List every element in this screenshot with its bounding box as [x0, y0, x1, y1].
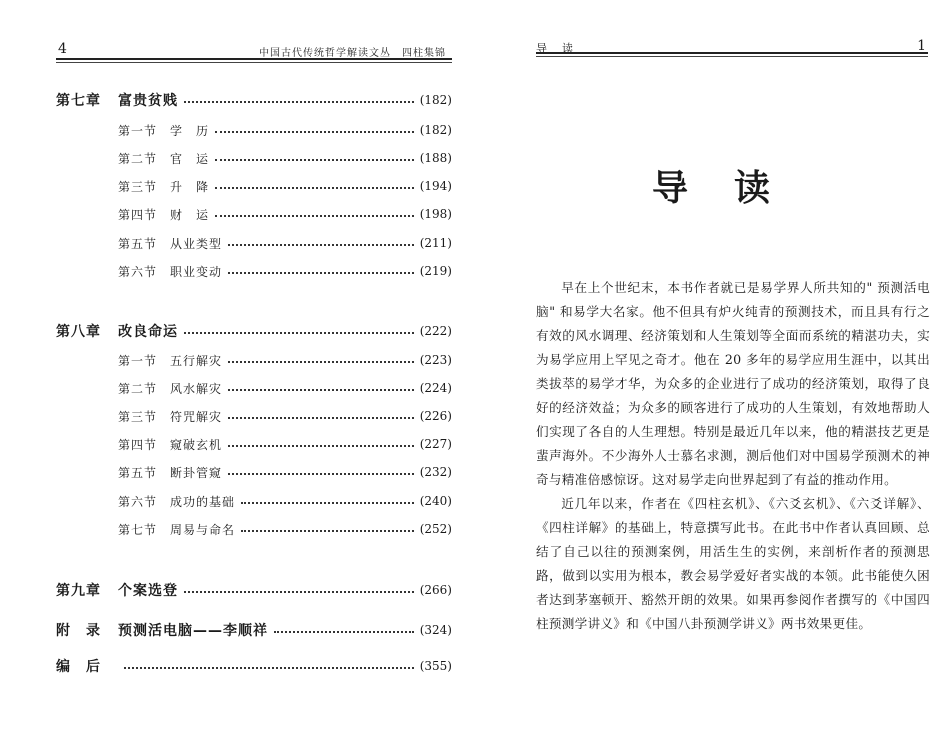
paragraph-2: 近几年以来，作者在《四柱玄机》、《六爻玄机》、《六爻详解》、《四柱详解》的基础上，特意撰写此书。在此书中作者认真回顾、总结了自己以往的预测案例，用活生生的实例，来剖析作者的预测思路，做到以实用为根本，教会易学爱好者实战的本领。此书能使久困者达到茅塞顿开、豁然开朗的效果。如果再参阅作者撰写的《中国四柱预测学讲义》和《中国八卦预测学讲义》两书效果更佳。	[536, 496, 930, 631]
toc-title: 周易与命名	[170, 522, 236, 537]
toc-section	[118, 176, 452, 196]
toc-number: 第六节	[118, 264, 158, 279]
toc-title: 职业变动	[170, 264, 223, 279]
toc-label	[118, 352, 222, 369]
toc-leader-dots	[184, 591, 414, 593]
toc-leader-dots	[124, 667, 414, 669]
toc-page-number: (227)	[419, 437, 452, 451]
toc-section	[118, 406, 452, 426]
toc-page-number: (232)	[419, 465, 452, 479]
toc-page-number: (226)	[419, 409, 452, 423]
toc-number: 第五节	[118, 236, 158, 251]
toc-title: 个案选登	[118, 583, 178, 599]
toc-leader-dots	[215, 159, 414, 161]
left-running-head	[56, 38, 452, 60]
toc-number: 第九章	[56, 583, 101, 599]
toc-leader-dots	[184, 332, 414, 334]
toc-number: 第三节	[118, 179, 158, 194]
toc-section	[118, 350, 452, 370]
right-page	[474, 0, 948, 747]
toc-page-number: (223)	[419, 353, 452, 367]
toc-label	[118, 436, 222, 453]
toc-label	[56, 90, 178, 110]
toc-label	[118, 521, 235, 538]
toc-title: 学 历	[170, 123, 210, 138]
toc-section	[118, 519, 452, 539]
right-running-head-text: 导 读	[536, 42, 575, 55]
toc-number: 第七节	[118, 522, 158, 537]
toc-number: 第一节	[118, 123, 158, 138]
toc-label	[118, 263, 222, 280]
toc-title: 预测活电脑——李顺祥	[118, 623, 268, 639]
toc-leader-dots	[228, 361, 414, 363]
toc-leader-dots	[228, 389, 414, 391]
toc-section	[118, 261, 452, 281]
toc-page-number: (194)	[419, 179, 452, 193]
toc-page-number: (198)	[419, 207, 452, 221]
toc-number: 第八章	[56, 324, 101, 340]
toc-page-number: (324)	[419, 623, 452, 637]
page-title: 导读	[651, 168, 816, 209]
toc-title: 财 运	[170, 207, 210, 222]
toc-section	[118, 491, 452, 511]
toc-page-number: (252)	[419, 522, 452, 536]
left-running-head-text: 中国古代传统哲学解读文丛 四柱集锦	[259, 48, 446, 59]
toc-number: 附 录	[56, 623, 101, 639]
toc-leader-dots	[228, 473, 414, 475]
right-page-number: 1	[917, 38, 926, 54]
toc-leader-dots	[274, 631, 414, 633]
toc-page-number: (188)	[419, 151, 452, 165]
toc-section	[118, 434, 452, 454]
toc-number: 第二节	[118, 381, 158, 396]
toc-label	[118, 150, 209, 167]
toc-chapter	[56, 580, 452, 600]
toc-title: 官 运	[170, 151, 210, 166]
toc-label	[56, 656, 118, 676]
toc-number: 第五节	[118, 465, 158, 480]
toc-page-number: (182)	[419, 93, 452, 107]
toc-title: 符咒解灾	[170, 409, 223, 424]
right-running-head	[536, 38, 928, 60]
toc-label	[118, 493, 235, 510]
toc-page-number: (222)	[419, 324, 452, 338]
toc-title: 富贵贫贱	[118, 93, 178, 109]
toc-chapter	[56, 620, 452, 640]
toc-label	[118, 408, 222, 425]
paragraph-1: 早在上个世纪末，本书作者就已是易学界人所共知的" 预测活电脑" 和易学大名家。他不但具有炉火纯青的预测技术，而且具有行之有效的风水调理、经济策划和人生策划等全面而系统的精湛功夫，实为易学应用上罕见之奇才。他在 20 多年的易学应用生涯中，以其出类拔萃的易学才华，为众多的企业进行了成功的经济策划，取得了良好的经济效益；为众多的顾客进行了成功的人生策划，有效地帮助人们实现了各自的人生理想。特别是最近几年以来，他的精湛技艺更是蜚声海外。不少海外人士慕名求测，测后他们对中国易学预测术的神奇与精准倍感惊讶。这对易学走向世界起到了有益的推动作用。	[536, 280, 930, 487]
toc-page-number: (219)	[419, 264, 452, 278]
toc-section	[118, 148, 452, 168]
header-rule-thin	[536, 56, 928, 57]
header-rule	[56, 58, 452, 60]
toc-page-number: (224)	[419, 381, 452, 395]
toc-number: 第一节	[118, 353, 158, 368]
toc-label	[118, 235, 222, 252]
toc-label	[56, 321, 178, 341]
toc-section	[118, 462, 452, 482]
toc-section	[118, 204, 452, 224]
toc-number: 第四节	[118, 207, 158, 222]
toc-number: 第七章	[56, 93, 101, 109]
toc-number: 第二节	[118, 151, 158, 166]
toc-leader-dots	[215, 187, 414, 189]
toc-page-number: (266)	[419, 583, 452, 597]
header-rule	[536, 52, 928, 54]
toc-label	[118, 122, 209, 139]
toc-leader-dots	[184, 101, 414, 103]
toc-section	[118, 233, 452, 253]
toc-title: 从业类型	[170, 236, 223, 251]
toc-leader-dots	[228, 417, 414, 419]
toc-chapter	[56, 321, 452, 341]
toc-number: 第三节	[118, 409, 158, 424]
toc-label	[118, 380, 222, 397]
toc-leader-dots	[215, 215, 414, 217]
header-rule-thin	[56, 62, 452, 63]
toc-section	[118, 378, 452, 398]
body-text	[536, 276, 930, 636]
toc-title: 改良命运	[118, 324, 178, 340]
toc-section	[118, 120, 452, 140]
toc-title: 风水解灾	[170, 381, 223, 396]
toc-label	[118, 178, 209, 195]
toc-leader-dots	[228, 244, 414, 246]
toc-leader-dots	[241, 530, 414, 532]
toc-page-number: (355)	[419, 659, 452, 673]
toc-page-number: (211)	[419, 236, 452, 250]
toc-number: 编 后	[56, 659, 101, 675]
toc-title: 窥破玄机	[170, 437, 223, 452]
toc-title: 升 降	[170, 179, 210, 194]
toc-label	[118, 464, 222, 481]
toc-chapter	[56, 656, 452, 676]
toc-chapter	[56, 90, 452, 110]
left-page-number: 4	[58, 41, 67, 57]
toc-label	[56, 620, 268, 640]
toc-page-number: (240)	[419, 494, 452, 508]
toc-leader-dots	[241, 502, 414, 504]
toc-leader-dots	[228, 445, 414, 447]
toc-label	[56, 580, 178, 600]
toc-leader-dots	[215, 131, 414, 133]
toc-leader-dots	[228, 272, 414, 274]
toc-page-number: (182)	[419, 123, 452, 137]
toc-title: 断卦管窥	[170, 465, 223, 480]
toc-number: 第四节	[118, 437, 158, 452]
toc-number: 第六节	[118, 494, 158, 509]
toc-title: 成功的基础	[170, 494, 236, 509]
toc-title: 五行解灾	[170, 353, 223, 368]
toc-label	[118, 206, 209, 223]
